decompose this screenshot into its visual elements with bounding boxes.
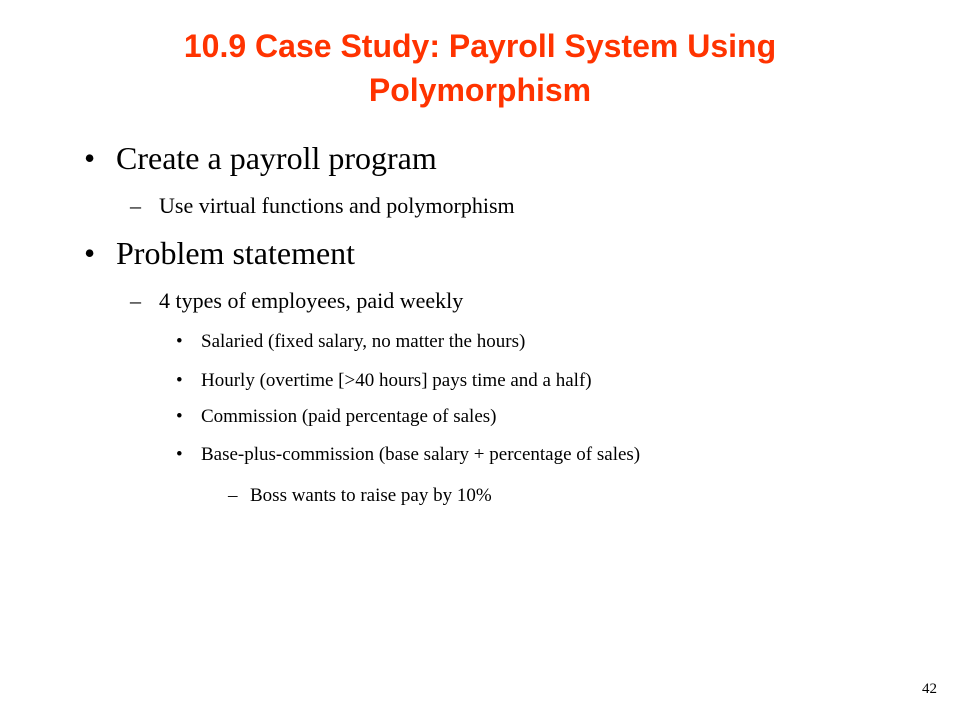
sub-bullet-text: Use virtual functions and polymorphism <box>159 193 515 218</box>
page-number: 42 <box>922 681 937 697</box>
third-level-item <box>176 405 496 429</box>
dash-marker: – <box>228 485 238 506</box>
third-level-text: Base-plus-commission (base salary + percentage of sales) <box>201 444 641 465</box>
sub-bullet-item <box>130 193 515 219</box>
third-level-item <box>176 330 525 354</box>
sub-bullet-item <box>130 288 463 314</box>
bullet-item <box>84 235 355 271</box>
slide-title-line-1: 10.9 Case Study: Payroll System Using <box>183 28 777 64</box>
bullet-text: Create a payroll program <box>116 140 437 176</box>
third-level-text: Commission (paid percentage of sales) <box>201 406 497 427</box>
third-level-item <box>176 443 640 467</box>
bullet-marker: • <box>176 406 183 427</box>
third-level-text: Salaried (fixed salary, no matter the hours) <box>201 331 526 352</box>
slide-title <box>60 24 900 112</box>
bullet-text: Problem statement <box>116 235 356 271</box>
bullet-marker: • <box>176 444 183 465</box>
third-level-item <box>176 369 592 393</box>
third-level-text: Hourly (overtime [>40 hours] pays time and a half) <box>201 370 592 391</box>
bullet-item <box>84 140 437 176</box>
bullet-marker: • <box>84 140 96 176</box>
fourth-level-text: Boss wants to raise pay by 10% <box>250 485 492 506</box>
slide-title-line-2: Polymorphism <box>368 72 592 108</box>
bullet-marker: • <box>176 331 183 352</box>
fourth-level-item <box>228 484 492 508</box>
dash-marker: – <box>130 193 141 218</box>
bullet-marker: • <box>176 370 183 391</box>
sub-bullet-text: 4 types of employees, paid weekly <box>159 288 464 313</box>
dash-marker: – <box>130 288 141 313</box>
bullet-marker: • <box>84 235 96 271</box>
